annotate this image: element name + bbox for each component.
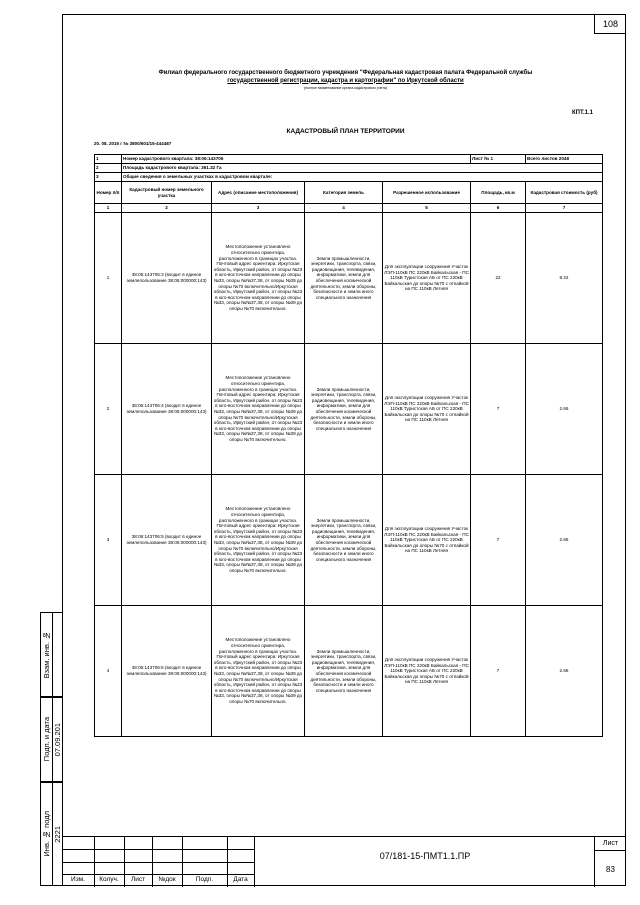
organization-name: Филиал федерального государственного бюджетного учреждения "Федеральная кадастровая палата Федеральной службы государственной регистрации, кадастра и картографии" по Иркутской области	[158, 70, 533, 84]
column-numbers: 1 2 3 4 5 6 7	[95, 204, 603, 213]
title-block-header: №док	[158, 876, 176, 883]
meta-row: 1 Номер кадастрового квартала: 38:06:143706 Лист № 1 Всего листов 2048	[95, 155, 603, 164]
form-code: КПТ.1.1	[572, 110, 593, 116]
sheet-label: Лист	[595, 837, 626, 851]
column-header: Разрешенное использование	[383, 182, 471, 204]
title-block-header: Подп.	[195, 876, 214, 883]
side-stamp-replacement	[40, 612, 62, 697]
side-stamp-label: Подп. и дата	[42, 717, 51, 762]
table-row: 2 38:06:143706:4 (входит в единое землепользование 38:06:000000:143) Местоположение установлено относительно ориентира, расположенного в границах участка. Почтовый адрес ориентира: Иркутская область, Иркутский район, от опоры №23 в юго-восточном направлении до опоры №33, опоры №№37,38, от опоры №39 до опоры №70 включительно/Иркутская область, Иркутский район, от опоры №23 в юго-восточном направлении до опоры №33, опоры №№37,38, от опоры №39 до опоры №70 включительно. Земли промышленности, энергетики, транспорта, связи, радиовещания, телевидения, информатики, земли для обеспечения космической деятельности, земли обороны, безопасности и земли иного специального назначения Для эксплуатации сооружения Участок ЛЭП-110кВ ПС 220кВ Байкальская - ПС 110кВ Туристская АБ от ПС 220кВ Байкальская до опоры №70 с отпайкой на ПС 110кВ Летняя 7 2.66	[95, 344, 603, 475]
column-header: Кадастровый номер земельного участка	[122, 182, 212, 204]
side-stamp-value: 2221	[53, 825, 62, 843]
revision-grid	[62, 837, 254, 887]
table-header	[95, 182, 603, 204]
side-stamp-value: 07.09.201	[53, 722, 62, 757]
meta-row: 2 Площадь кадастрового квартала: 361.32 Га	[95, 164, 603, 173]
column-header: Категория земель	[305, 182, 383, 204]
cadastral-table	[94, 154, 603, 737]
sheet-number: 83	[606, 864, 615, 874]
table-row: 3 38:06:143706:5 (входит в единое землепользование 38:06:000000:143) Местоположение установлено относительно ориентира, расположенного в границах участка. Почтовый адрес ориентира: Иркутская область, Иркутский район, от опоры №23 в юго-восточном направлении до опоры №33, опоры №№37,38, от опоры №39 до опоры №70 включительно/Иркутская область, Иркутский район, от опоры №23 в юго-восточном направлении до опоры №33, опоры №№37,38, от опоры №39 до опоры №70 включительно. Земли промышленности, энергетики, транспорта, связи, радиовещания, телевидения, информатики, земли для обеспечения космической деятельности, земли обороны, безопасности и земли иного специального назначения Для эксплуатации сооружения Участок ЛЭП-110кВ ПС 220кВ Байкальская - ПС 110кВ Туристская АБ от ПС 220кВ Байкальская до опоры №70 с отпайкой на ПС 110кВ Летняя 7 2.66	[95, 475, 603, 606]
title-block-header: Дата	[233, 876, 248, 883]
document-code: 07/181-15-ПМТ1.1.ПР	[379, 851, 471, 861]
document-date: 20. 08. 2015 г № 3800/601/15-444487	[94, 141, 172, 146]
column-header: Номер п/п	[95, 182, 122, 204]
meta-row: 3 Общие сведения о земельных участках в кадастровом квартале:	[95, 173, 603, 182]
page-number: 108	[594, 14, 626, 34]
column-header: Кадастровая стоимость (руб)	[526, 182, 603, 204]
title-block-header: Изм.	[71, 876, 85, 883]
side-stamp-label: Взам. инв. №	[42, 630, 51, 679]
title-block-header: Колуч.	[99, 876, 119, 883]
side-stamp-inventory	[40, 782, 62, 886]
organization-note: (полное наименование органа кадастрового учета)	[303, 86, 388, 90]
column-header: Площадь, кв.м	[471, 182, 526, 204]
table-row: 4 38:06:143706:6 (входит в единое землепользование 38:06:000000:143) Местоположение установлено относительно ориентира, расположенного в границах участка. Почтовый адрес ориентира: Иркутская область, Иркутский район, от опоры №23 в юго-восточном направлении до опоры №33, опоры №№37,38, от опоры №39 до опоры №70 включительно/Иркутская область, Иркутский район, от опоры №23 в юго-восточном направлении до опоры №33, опоры №№37,38, от опоры №39 до опоры №70 включительно. Земли промышленности, энергетики, транспорта, связи, радиовещания, телевидения, информатики, земли для обеспечения космической деятельности, земли обороны, безопасности и земли иного специального назначения Для эксплуатации сооружения Участок ЛЭП-110кВ ПС 220кВ Байкальская - ПС 110кВ Туристская АБ от ПС 220кВ Байкальская до опоры №70 с отпайкой на ПС 110кВ Летняя 7 2.66	[95, 606, 603, 737]
side-stamp-signature-date	[40, 697, 62, 782]
title-block-header: Лист	[130, 876, 146, 883]
cadastral-plan-document	[88, 70, 603, 704]
column-header: Адрес (описание местоположения)	[212, 182, 305, 204]
table-row: 1 38:06:143706:3 (входит в единое землепользование 38:06:000000:143) Местоположение установлено относительно ориентира, расположенного в границах участка. Почтовый адрес ориентира: Иркутская область, Иркутский район, от опоры №23 в юго-восточном направлении до опоры №33, опоры №№37,38, от опоры №39 до опоры №70 включительно/Иркутская область, Иркутский район, от опоры №23 в юго-восточном направлении до опоры №33, опоры №№37,38, от опоры №39 до опоры №70 включительно. Земли промышленности, энергетики, транспорта, связи, радиовещания, телевидения, информатики, земли для обеспечения космической деятельности, земли обороны, безопасности и земли иного специального назначения Для эксплуатации сооружения Участок ЛЭП-110кВ ПС 220кВ Байкальская - ПС 110кВ Туристская АБ от ПС 220кВ Байкальская до опоры №70 с отпайкой на ПС 110кВ Летняя 22 8.22	[95, 213, 603, 344]
side-stamp-label: Инв. № подл	[42, 811, 51, 857]
title-block	[62, 836, 626, 886]
document-title: КАДАСТРОВЫЙ ПЛАН ТЕРРИТОРИИ	[286, 128, 405, 135]
